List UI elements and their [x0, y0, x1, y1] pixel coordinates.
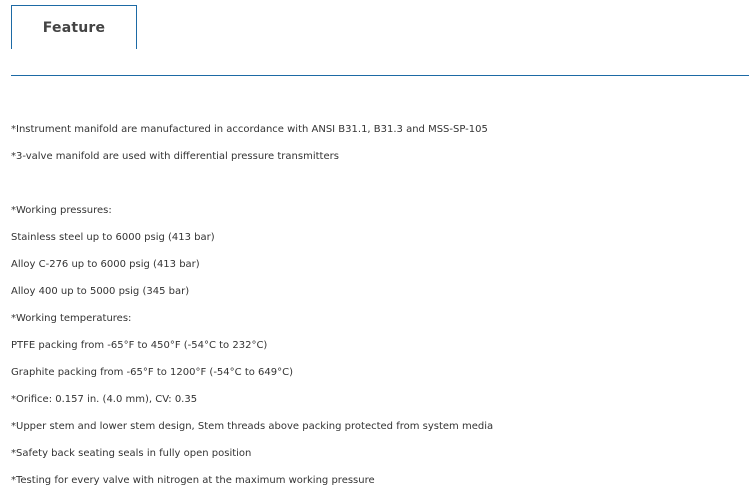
feature-line: Stainless steel up to 6000 psig (413 bar) — [11, 232, 215, 243]
feature-line: *Testing for every valve with nitrogen at the maximum working pressure — [11, 475, 375, 486]
feature-line: *Orifice: 0.157 in. (4.0 mm), CV: 0.35 — [11, 394, 198, 405]
feature-line: *Safety back seating seals in fully open position — [11, 448, 252, 459]
feature-line: *Working pressures: — [11, 205, 112, 216]
feature-line: Alloy C-276 up to 6000 psig (413 bar) — [11, 259, 200, 270]
feature-line: *Working temperatures: — [11, 313, 132, 324]
feature-line: Graphite packing from -65°F to 1200°F (-54°C to 649°C) — [11, 367, 294, 378]
tab-feature[interactable] — [11, 5, 137, 49]
feature-line: *Instrument manifold are manufactured in accordance with ANSI B31.1, B31.3 and MSS-SP-105 — [11, 124, 488, 135]
tab-bar — [11, 0, 749, 76]
feature-line: PTFE packing from -65°F to 450°F (-54°C to 232°C) — [11, 340, 268, 351]
feature-line: Alloy 400 up to 5000 psig (345 bar) — [11, 286, 190, 297]
tab-feature-label: Feature — [42, 19, 106, 36]
feature-content — [11, 116, 749, 494]
feature-line: *Upper stem and lower stem design, Stem threads above packing protected from system media — [11, 421, 494, 432]
feature-line: *3-valve manifold are used with differential pressure transmitters — [11, 151, 339, 162]
tab-divider — [11, 75, 749, 76]
blank-line — [11, 170, 749, 197]
